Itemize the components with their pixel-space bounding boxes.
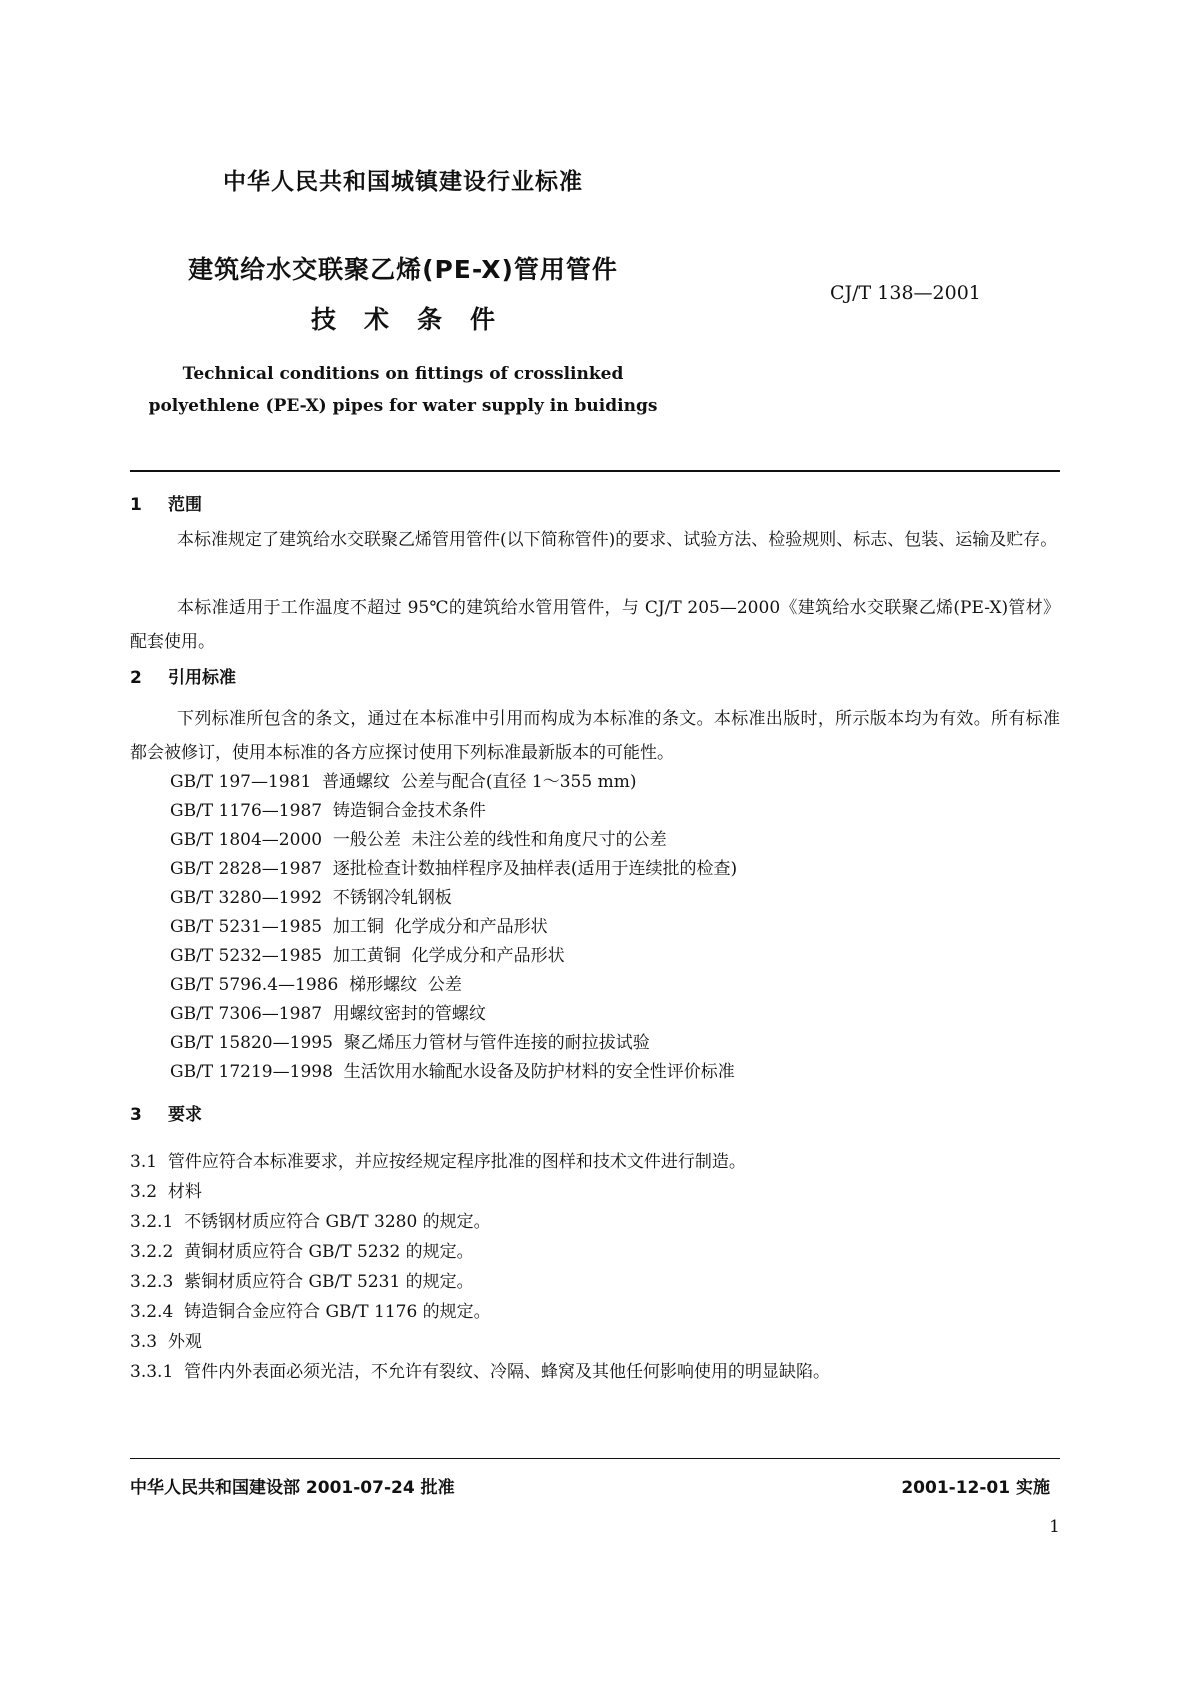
section-2-heading [130, 663, 236, 688]
section-1-paragraph-2: 本标准适用于工作温度不超过 95℃的建筑给水管用管件，与 CJ/T 205—2000《建筑给水交联聚乙烯(PE-X)管材》配套使用。 [130, 598, 1060, 652]
section-3-heading [130, 1100, 202, 1125]
header-divider [130, 470, 1060, 472]
approval-line: 中华人民共和国建设部 2001-07-24 批准 [130, 1478, 455, 1498]
clause-item: 3.1 管件应符合本标准要求，并应按经规定程序批准的图样和技术文件进行制造。 [130, 1152, 746, 1172]
section-3-title: 要求 [168, 1105, 202, 1125]
clause-item: 3.2 材料 [130, 1182, 202, 1202]
clause-item: 3.2.1 不锈钢材质应符合 GB/T 3280 的规定。 [130, 1212, 491, 1232]
reference-item: GB/T 1176—1987 铸造铜合金技术条件 [170, 801, 486, 821]
reference-item: GB/T 7306—1987 用螺纹密封的管螺纹 [170, 1004, 486, 1024]
clause-item: 3.2.4 铸造铜合金应符合 GB/T 1176 的规定。 [130, 1302, 491, 1322]
section-3-number: 3 [130, 1105, 142, 1125]
reference-item: GB/T 197—1981 普通螺纹 公差与配合(直径 1～355 mm) [170, 772, 637, 792]
title-en-line2: polyethlene (PE-X) pipes for water supply in buidings [148, 396, 658, 416]
section-1-number: 1 [130, 495, 142, 515]
implementation-date: 2001-12-01 实施 [901, 1478, 1050, 1498]
reference-item: GB/T 17219—1998 生活饮用水输配水设备及防护材料的安全性评价标准 [170, 1062, 735, 1082]
section-2-title: 引用标准 [168, 668, 236, 688]
section-2-number: 2 [130, 668, 142, 688]
section-2-paragraph-1: 下列标准所包含的条文，通过在本标准中引用而构成为本标准的条文。本标准出版时，所示版本均为有效。所有标准都会被修订，使用本标准的各方应探讨使用下列标准最新版本的可能性。 [130, 709, 1060, 763]
clause-item: 3.3.1 管件内外表面必须光洁，不允许有裂纹、冷隔、蜂窝及其他任何影响使用的明显缺陷。 [130, 1362, 831, 1382]
reference-item: GB/T 5796.4—1986 梯形螺纹 公差 [170, 975, 462, 995]
reference-item: GB/T 2828—1987 逐批检查计数抽样程序及抽样表(适用于连续批的检查) [170, 859, 738, 879]
reference-item: GB/T 5231—1985 加工铜 化学成分和产品形状 [170, 917, 548, 937]
standard-category: 中华人民共和国城镇建设行业标准 [223, 169, 583, 195]
standard-code: CJ/T 138—2001 [830, 282, 981, 304]
reference-item: GB/T 15820—1995 聚乙烯压力管材与管件连接的耐拉拔试验 [170, 1033, 650, 1053]
page-number: 1 [1049, 1517, 1060, 1537]
section-1-heading [130, 490, 202, 515]
footer-divider [130, 1458, 1060, 1459]
reference-item: GB/T 3280—1992 不锈钢冷轧钢板 [170, 888, 452, 908]
clause-item: 3.2.3 紫铜材质应符合 GB/T 5231 的规定。 [130, 1272, 474, 1292]
title-en-line1: Technical conditions on fittings of crosslinked [182, 364, 624, 384]
section-1-paragraph-1: 本标准规定了建筑给水交联聚乙烯管用管件(以下简称管件)的要求、试验方法、检验规则、标志、包装、运输及贮存。 [177, 530, 1058, 550]
clause-item: 3.2.2 黄铜材质应符合 GB/T 5232 的规定。 [130, 1242, 474, 1262]
reference-item: GB/T 1804—2000 一般公差 未注公差的线性和角度尺寸的公差 [170, 830, 667, 850]
title-cn-line2: 技术条件 [310, 305, 523, 334]
section-1-title: 范围 [168, 495, 202, 515]
clause-item: 3.3 外观 [130, 1332, 202, 1352]
title-cn-line1: 建筑给水交联聚乙烯(PE-X)管用管件 [188, 255, 618, 284]
reference-item: GB/T 5232—1985 加工黄铜 化学成分和产品形状 [170, 946, 565, 966]
